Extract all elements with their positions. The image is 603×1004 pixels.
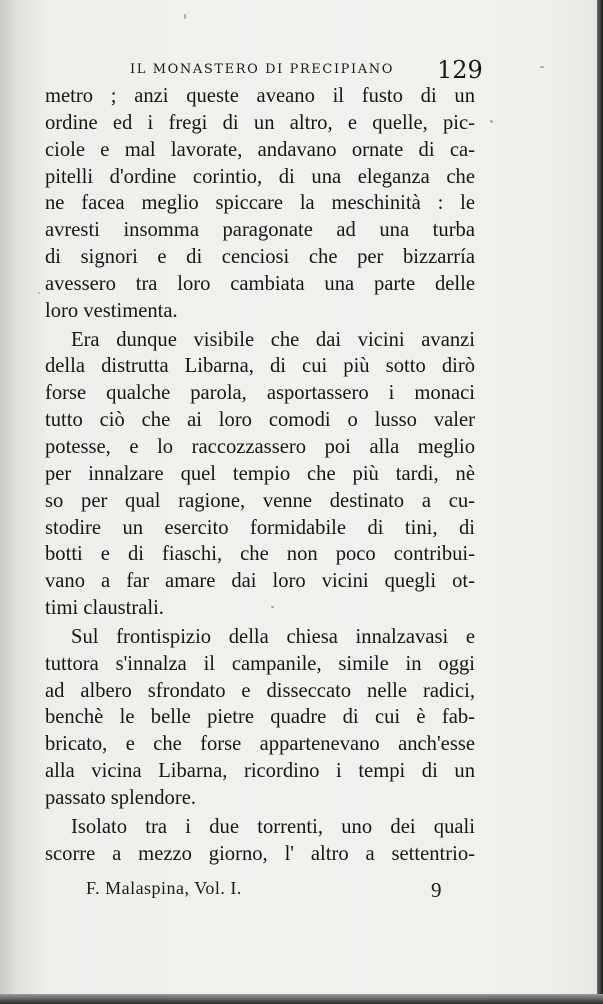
page-number: 129	[437, 56, 483, 84]
body-text	[45, 83, 475, 867]
text-line: tutto ciò che ai loro comodi o lusso valer	[45, 409, 475, 432]
text-line: potesse, e lo raccozzassero poi alla meglio	[45, 435, 475, 458]
paper-speck	[490, 120, 493, 123]
paper-speck	[540, 66, 544, 68]
text-line: passato splendore.	[45, 786, 196, 809]
text-line: avresti insomma paragonate ad una turba	[45, 219, 475, 242]
text-line: bricato, e che forse appartenevano anch'esse	[45, 733, 475, 756]
text-line: ciole e mal lavorate, andavano ornate di ca-	[45, 138, 475, 161]
paper-speck	[271, 606, 274, 608]
text-line: forse qualche parola, asportassero i monaci	[45, 382, 475, 405]
text-line: metro ; anzi queste aveano il fusto di un	[45, 85, 475, 107]
text-line: della distrutta Libarna, di cui più sotto dirò	[45, 355, 475, 378]
paper-speck	[184, 14, 186, 19]
text-line: Isolato tra i due torrenti, uno dei quali	[71, 815, 475, 838]
text-line: Sul frontispizio della chiesa innalzavasi e	[71, 625, 475, 648]
text-line: alla vicina Libarna, ricordino i tempi di un	[45, 760, 475, 783]
text-line: Era dunque visibile che dai vicini avanzi	[71, 328, 475, 351]
text-line: avessero tra loro cambiata una parte delle	[45, 272, 475, 295]
text-line: ordine ed i fregi di un altro, e quelle, pic-	[45, 111, 475, 134]
running-title: IL MONASTERO DI PRECIPIANO	[130, 62, 394, 77]
page-footer	[0, 878, 603, 908]
text-line: stodire un esercito formidabile di tini, di	[45, 516, 475, 539]
page-bottom-shadow	[0, 994, 603, 1004]
text-line: vano a far amare dai loro vicini quegli ot-	[45, 570, 475, 593]
paper-speck	[38, 292, 40, 294]
text-line: so per qual ragione, venne destinato a cu-	[45, 489, 475, 512]
signature-number: 9	[431, 878, 442, 902]
page-edge-shadow	[597, 0, 603, 1004]
text-line: ad albero sfrondato e disseccato nelle radici,	[45, 679, 475, 702]
text-line: botti e di fiaschi, che non poco contribui-	[45, 543, 475, 566]
printer-signature: F. Malaspina, Vol. I.	[86, 878, 242, 898]
text-line: pitelli d'ordine corintio, di una eleganza che	[45, 165, 475, 188]
text-line: loro vestimenta.	[45, 299, 178, 322]
text-line: timi claustrali.	[45, 597, 164, 620]
text-line: ne facea meglio spiccare la meschinità : le	[45, 192, 475, 215]
text-line: di signori e di cenciosi che per bizzarría	[45, 246, 475, 269]
text-line: per innalzare quel tempio che più tardi, nè	[45, 462, 475, 485]
page-header	[0, 58, 603, 82]
text-line: benchè le belle pietre quadre di cui è fab-	[45, 706, 475, 729]
text-line: scorre a mezzo giorno, l' altro a settentrio-	[45, 842, 475, 865]
text-line: tuttora s'innalza il campanile, simile in oggi	[45, 652, 475, 675]
